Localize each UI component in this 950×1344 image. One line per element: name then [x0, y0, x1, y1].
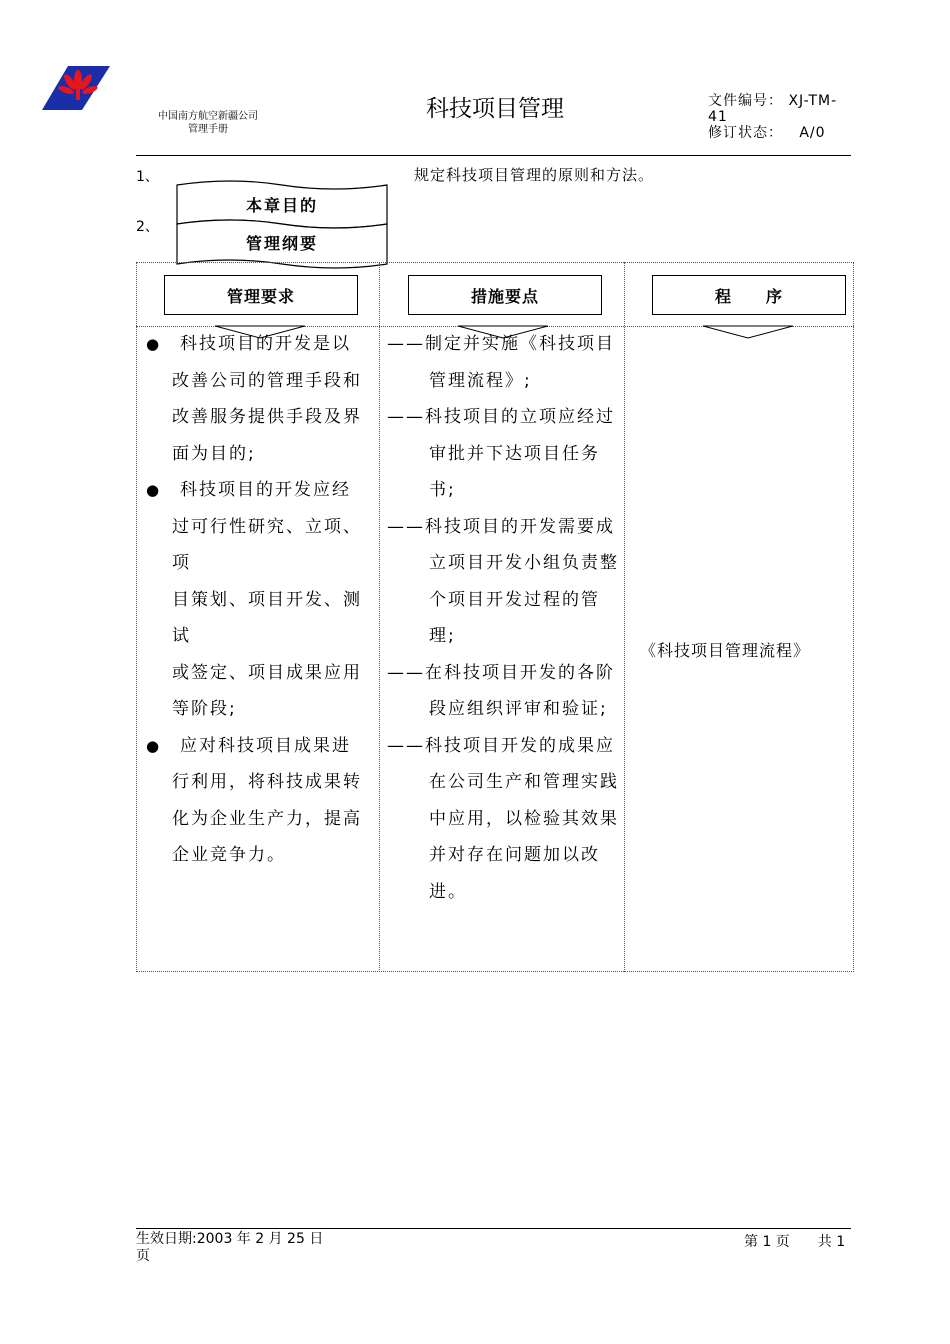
doc-no-value-cont: 41 [708, 109, 728, 125]
bullet-icon: ● [146, 481, 162, 499]
bullet-icon: ● [146, 736, 162, 755]
effective-date: 生效日期:2003 年 2 月 25 日 页 [136, 1231, 324, 1264]
doc-no-value: XJ-TM- [788, 93, 838, 109]
down-arrow-icon [703, 325, 793, 339]
company-logo [40, 62, 112, 114]
header-rule [136, 155, 851, 156]
footer-rule [136, 1228, 851, 1229]
doc-info [708, 93, 868, 141]
banner-purpose: 本章目的 [245, 196, 318, 215]
page-title: 科技项目管理 [426, 96, 564, 122]
list-item: ——制定并实施《科技项目管理流程》; [387, 334, 615, 391]
section-1-number: 1、 [136, 169, 159, 185]
list-item: ——科技项目的开发需要成立项目开发小组负责整个项目开发过程的管理; [387, 516, 619, 646]
measures-column [387, 326, 619, 910]
rev-label: 修订状态： [708, 125, 783, 141]
header-measures: 措施要点 [408, 275, 602, 315]
rev-value: A/0 [799, 125, 826, 141]
header-procedure: 程 序 [652, 275, 846, 315]
company-name: 中国南方航空新疆公司 [158, 111, 258, 122]
manual-name: 管理手册 [188, 124, 228, 135]
header-requirements: 管理要求 [164, 275, 358, 315]
procedure-reference: 《科技项目管理流程》 [640, 641, 811, 660]
doc-no-label: 文件编号： [708, 93, 783, 109]
banner-outline: 管理纲要 [245, 234, 318, 253]
list-item: ● 应对科技项目成果进 [146, 728, 374, 765]
page-number: 第 1 页 共 1 [744, 1234, 846, 1250]
list-item: ● 科技项目的开发是以 [146, 326, 374, 363]
section-1-text: 规定科技项目管理的原则和方法。 [414, 166, 655, 184]
bullet-icon: ● [146, 335, 162, 353]
section-2-number: 2、 [136, 219, 159, 235]
table-divider [624, 262, 625, 972]
list-item: ——科技项目的立项应经过审批并下达项目任务书; [387, 407, 615, 500]
company-name-block [138, 110, 278, 136]
list-item: ——在科技项目开发的各阶段应组织评审和验证; [387, 662, 615, 719]
requirements-column: ● 科技项目的开发是以 改善公司的管理手段和 改善服务提供手段及界 面为目的; ● 科技项目的开发应经 过可行性研究、立项、项 目策划、项目开发、测试 或签定、项目成果应用 等阶段; ● 应对科技项目成果进 行利用，将科技成果转 化为企业生产力，提高 企业竞争力。 [146, 326, 374, 874]
list-item: ● 科技项目的开发应经 [146, 472, 374, 509]
list-item: ——科技项目开发的成果应在公司生产和管理实践中应用，以检验其效果并对存在问题加以改进。 [387, 735, 619, 902]
table-divider [379, 262, 380, 972]
